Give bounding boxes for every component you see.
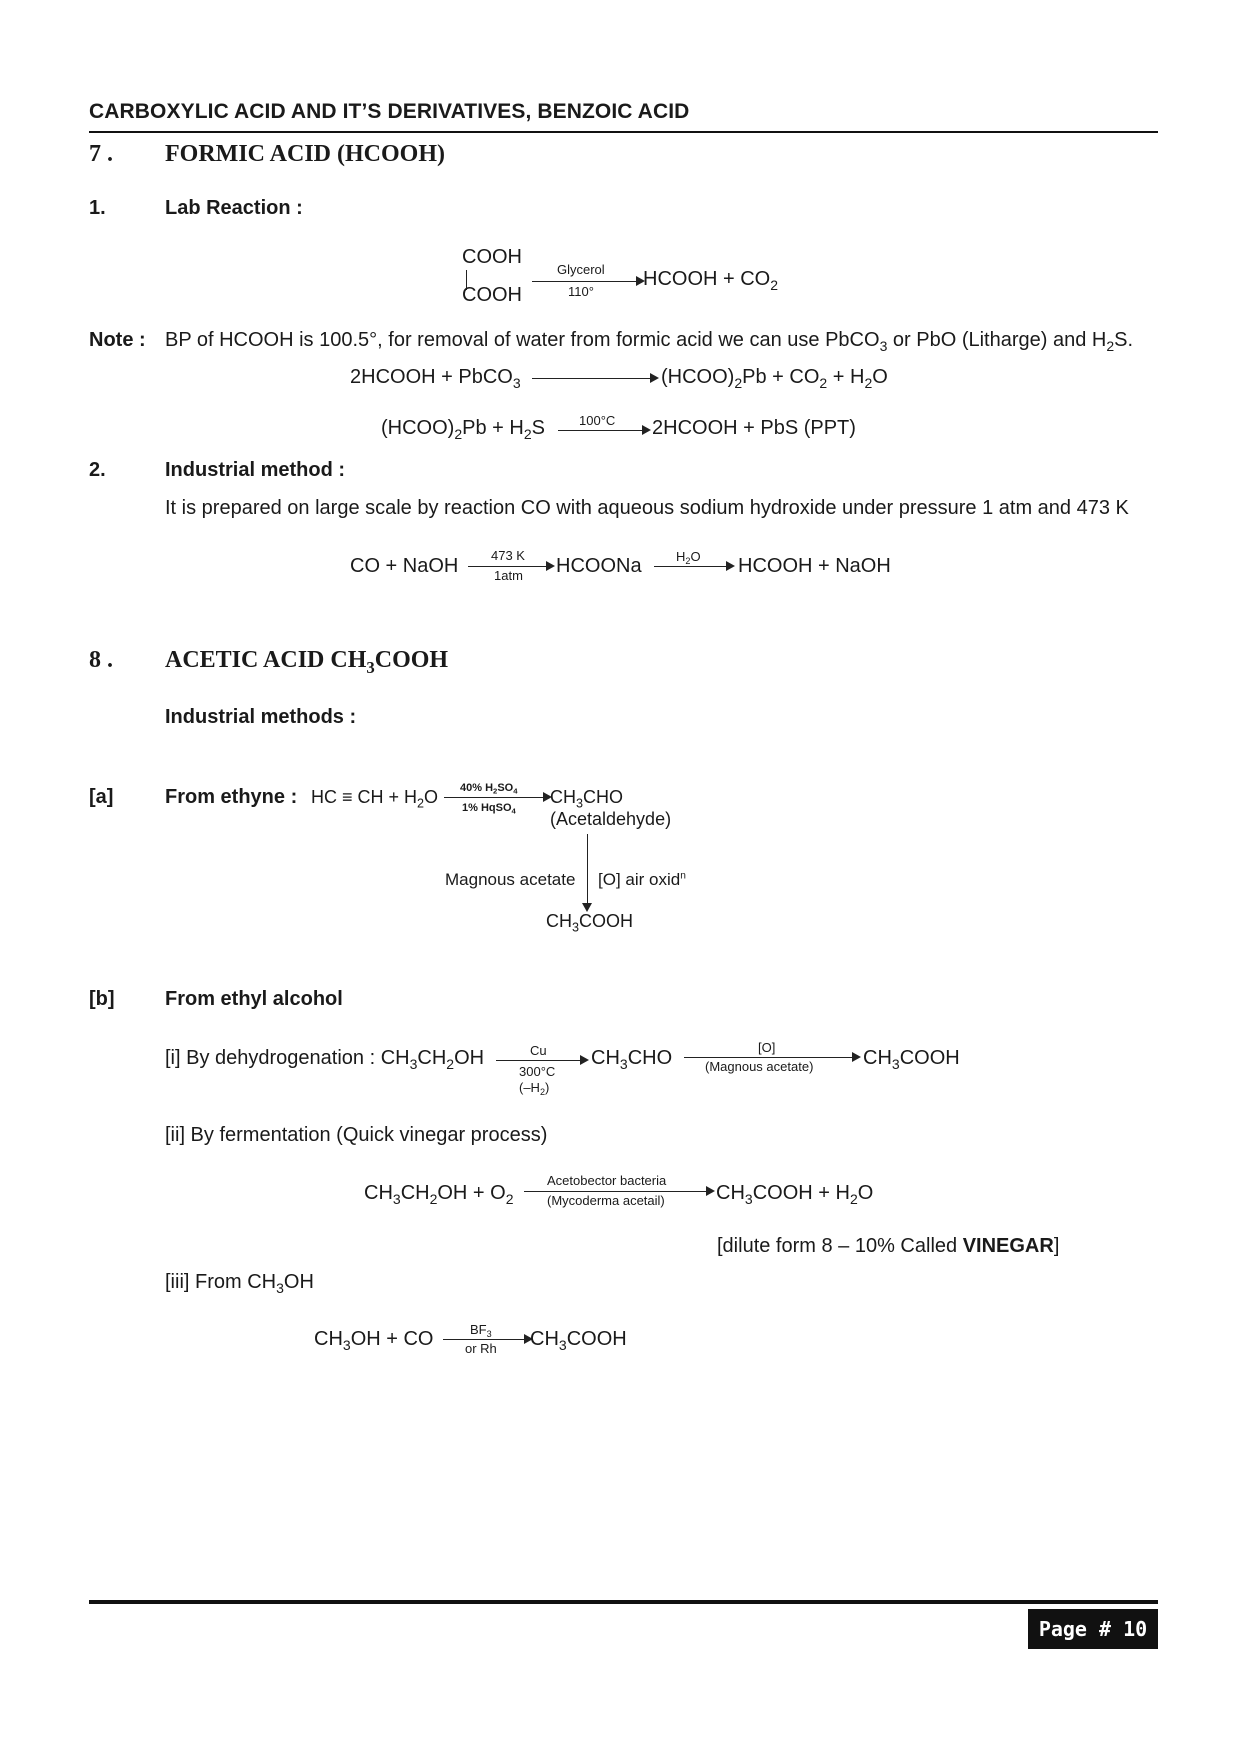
carbonylation-cond-top: $BF_3$ bbox=[470, 1322, 492, 1340]
dehydrogenation-mid: $CH_3CHO$ bbox=[591, 1047, 673, 1072]
eq4-cond1-top: 473 K bbox=[491, 548, 525, 563]
fermentation-left: $CH_3CH_2OH + O_2$ bbox=[364, 1182, 514, 1207]
eq4-cond2: $H_2O$ bbox=[676, 549, 701, 567]
item-2-number: 2. bbox=[89, 459, 106, 481]
acetic-acid-product: $CH_3COOH$ bbox=[546, 911, 634, 935]
ethyne-reactants: HC ≡ CH + $H_2O$ bbox=[311, 787, 439, 811]
eq3-left: $(HCOO)_2Pb + H_2S$ bbox=[381, 417, 545, 442]
section-7-number: 7 . bbox=[89, 141, 113, 167]
note-label: Note : bbox=[89, 329, 146, 351]
dehydrogenation-arrow-2 bbox=[684, 1057, 854, 1058]
dehydrogenation-cond-extra: $(-H_2)$ bbox=[519, 1080, 550, 1098]
lab-condition-top: Glycerol bbox=[557, 262, 605, 277]
eq3-condition: 100°C bbox=[579, 413, 616, 428]
eq2-arrow-head bbox=[650, 373, 659, 383]
cooh-bottom: COOH bbox=[462, 284, 522, 306]
vinegar-note: [dilute form 8 – 10% Called VINEGAR] bbox=[717, 1235, 1060, 1257]
header-rule bbox=[89, 131, 1158, 133]
cooh-top: COOH bbox=[462, 246, 522, 268]
eq4-arrow-1 bbox=[468, 566, 548, 567]
oxidation-cond-left: Magnous acetate bbox=[445, 870, 576, 889]
industrial-text: It is prepared on large scale by reaction CO with aqueous sodium hydroxide under pressure 1 atm and 473 K bbox=[165, 497, 1129, 519]
section-8-title: ACETIC ACID $CH_3COOH$ bbox=[165, 647, 449, 677]
eq4-arrow-2 bbox=[654, 566, 728, 567]
fermentation-arrow-head bbox=[706, 1186, 715, 1196]
lab-condition-bottom: 110° bbox=[568, 284, 594, 299]
item-2-heading: Industrial method : bbox=[165, 459, 345, 481]
dehydrogenation-cond-bottom: 300°C bbox=[519, 1064, 556, 1079]
footer-rule bbox=[89, 1600, 1158, 1604]
fermentation-heading: [ii] By fermentation (Quick vinegar process) bbox=[165, 1124, 548, 1146]
item-b-heading: From ethyl alcohol bbox=[165, 988, 343, 1010]
eq4-mid: HCOONa bbox=[556, 555, 642, 577]
dehydrogenation-left: [i] By dehydrogenation : $CH_3CH_2OH$ bbox=[165, 1047, 485, 1072]
fermentation-cond-top: Acetobector bacteria bbox=[547, 1173, 667, 1188]
oxidation-arrow bbox=[587, 834, 588, 906]
carbonylation-right: $CH_3COOH$ bbox=[530, 1328, 627, 1353]
methanol-heading: [iii] From $CH_3OH$ bbox=[165, 1271, 314, 1296]
eq3-arrow-head bbox=[642, 425, 651, 435]
page-number-badge: Page # 10 bbox=[1028, 1609, 1158, 1649]
dehydrogenation-arrow-1-head bbox=[580, 1055, 589, 1065]
eq4-right: HCOOH + NaOH bbox=[738, 555, 891, 577]
eq4-arrow-2-head bbox=[726, 561, 735, 571]
fermentation-right: $CH_3COOH + H_2O$ bbox=[716, 1182, 874, 1207]
dehydrogenation-right: $CH_3COOH$ bbox=[863, 1047, 960, 1072]
oxidation-cond-bottom: (Magnous acetate) bbox=[705, 1059, 814, 1074]
carbonylation-left: $CH_3OH$ + CO bbox=[314, 1328, 434, 1353]
acetaldehyde-name: (Acetaldehyde) bbox=[550, 809, 672, 829]
industrial-methods-heading: Industrial methods : bbox=[165, 706, 357, 728]
oxidation-cond-right: [O] air oxid$^n$ bbox=[598, 870, 686, 889]
dehydrogenation-arrow-2-head bbox=[852, 1052, 861, 1062]
eq4-cond1-bottom: 1atm bbox=[494, 568, 523, 583]
item-1-number: 1. bbox=[89, 197, 106, 219]
note-text: BP of HCOOH is 100.5°, for removal of water from formic acid we can use PbCO$_3$ or PbO (Litharge) and $H_2S$. bbox=[165, 329, 1134, 354]
item-1-heading: Lab Reaction : bbox=[165, 197, 303, 219]
fermentation-arrow bbox=[524, 1191, 708, 1192]
eq2-arrow bbox=[532, 378, 652, 379]
item-a-label: [a] bbox=[89, 786, 114, 808]
eq2-left: 2HCOOH + PbCO$_3$ bbox=[350, 366, 521, 391]
acetaldehyde-formula: $CH_3CHO$ bbox=[550, 787, 624, 811]
lab-product: HCOOH + $CO_2$ bbox=[643, 268, 779, 293]
item-b-label: [b] bbox=[89, 988, 115, 1010]
section-8-number: 8 . bbox=[89, 647, 113, 673]
fermentation-cond-bottom: (Mycoderma acetail) bbox=[547, 1193, 665, 1208]
eq4-arrow-1-head bbox=[546, 561, 555, 571]
eq2-right: $(HCOO)_2Pb + CO_2 + H_2O$ bbox=[661, 366, 888, 391]
item-a-heading: From ethyne : bbox=[165, 786, 298, 808]
eq4-left: CO + NaOH bbox=[350, 555, 459, 577]
dehydrogenation-cond-top: Cu bbox=[530, 1043, 547, 1058]
carbonylation-cond-bottom: or Rh bbox=[465, 1341, 497, 1356]
ethyne-cond-bottom: 1% HqSO$_4$ bbox=[462, 802, 516, 816]
carbonylation-arrow bbox=[443, 1339, 526, 1340]
section-7-title: FORMIC ACID (HCOOH) bbox=[165, 141, 445, 167]
eq3-arrow bbox=[558, 430, 644, 431]
page-header-title: CARBOXYLIC ACID AND IT’S DERIVATIVES, BENZOIC ACID bbox=[89, 100, 690, 123]
lab-arrow bbox=[532, 281, 638, 282]
ethyne-cond-top: 40% $H_2SO_4$ bbox=[460, 782, 518, 796]
oxidation-cond-top: [O] bbox=[758, 1040, 776, 1055]
dehydrogenation-arrow-1 bbox=[496, 1060, 582, 1061]
eq3-right: 2HCOOH + PbS (PPT) bbox=[652, 417, 856, 439]
ethyne-arrow bbox=[444, 797, 545, 798]
